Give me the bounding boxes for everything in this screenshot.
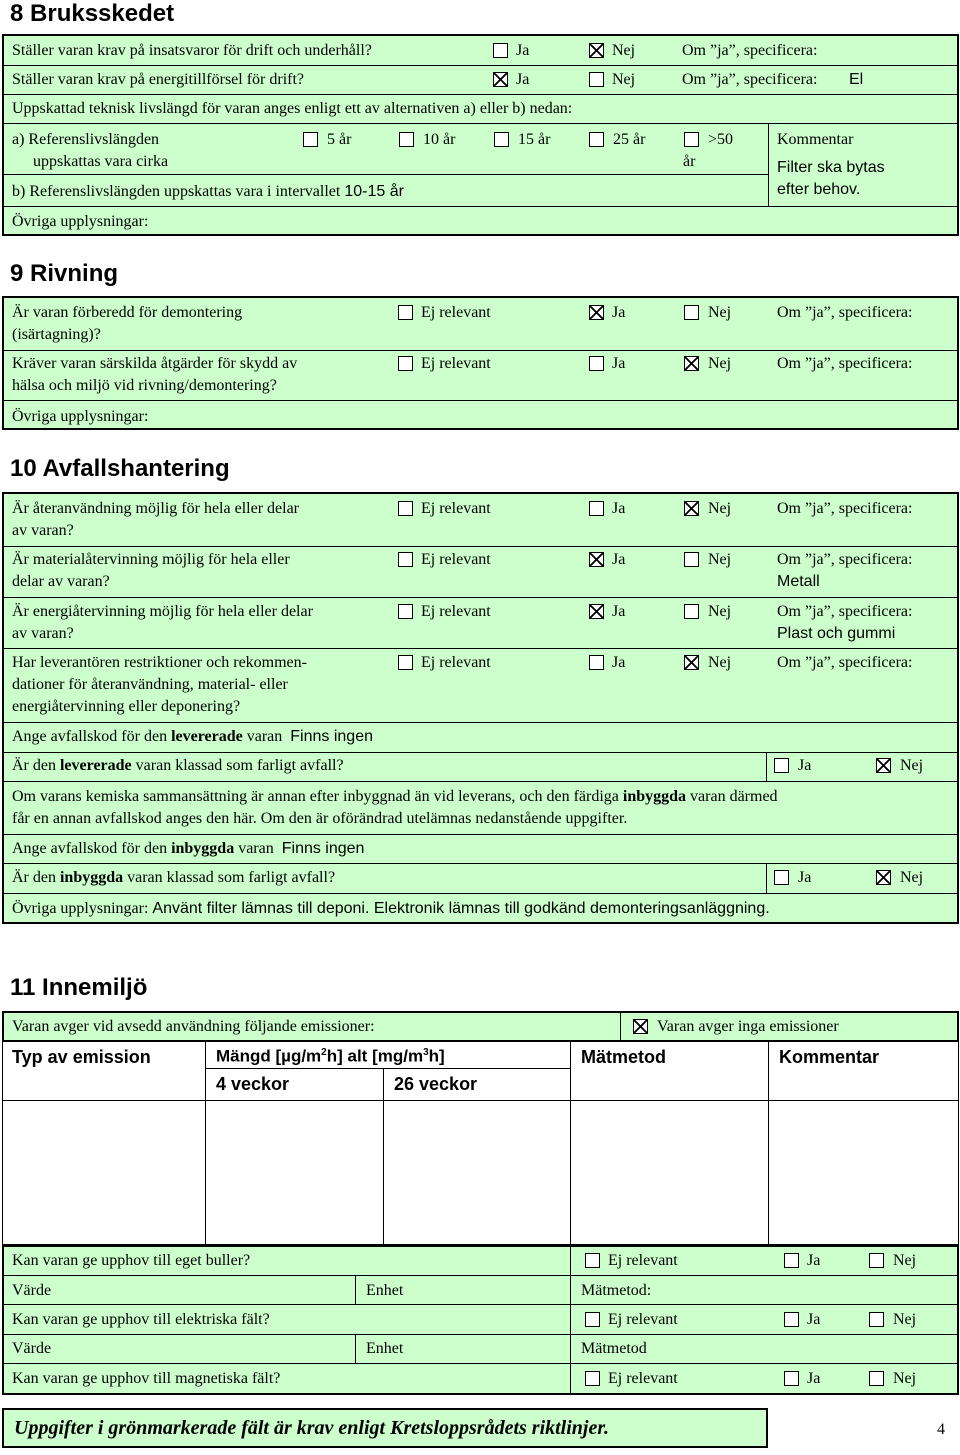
- q-ateranvandning-line1: Är återanvändning möjlig för hela eller delar: [12, 500, 299, 517]
- checkbox-15-ar[interactable]: [494, 132, 509, 147]
- kommentar-label: Kommentar: [777, 131, 854, 148]
- label-ej-relevant: Ej relevant: [421, 355, 491, 372]
- farligt-avfall-levererade: Är den levererade varan klassad som farligt avfall?: [12, 757, 344, 774]
- label-ja: Ja: [612, 304, 626, 321]
- checkbox-ja[interactable]: [784, 1371, 799, 1386]
- label-specificera: Om ”ja”, specificera:: [777, 355, 913, 372]
- checkbox-ja[interactable]: [774, 758, 789, 773]
- q-restriktioner-line2: dationer för återanvändning, material- eller: [12, 676, 288, 693]
- label-specificera: Om ”ja”, specificera:: [777, 654, 913, 671]
- checkbox-nej-checked[interactable]: [876, 758, 891, 773]
- checkbox-nej[interactable]: [869, 1371, 884, 1386]
- label-nej: Nej: [708, 500, 732, 517]
- q-elektriska-falt: Kan varan ge upphov till elektriska fält?: [12, 1311, 270, 1328]
- checkbox-nej-checked[interactable]: [684, 356, 699, 371]
- qa-line2: uppskattas vara cirka: [33, 153, 169, 170]
- col-matmetod: Mätmetod: [581, 1047, 666, 1067]
- label-ej-relevant: Ej relevant: [608, 1370, 678, 1387]
- q-energitillforsel: Ställer varan krav på energitillförsel för drift?: [12, 71, 305, 88]
- label-ja: Ja: [807, 1311, 821, 1328]
- checkbox-ej-relevant[interactable]: [398, 655, 413, 670]
- checkbox-nej[interactable]: [684, 305, 699, 320]
- label-ej-relevant: Ej relevant: [608, 1311, 678, 1328]
- label-nej: Nej: [708, 551, 732, 568]
- label-5-ar: 5 år: [327, 131, 352, 148]
- label-ja: Ja: [612, 551, 626, 568]
- label-ja: Ja: [612, 603, 626, 620]
- page-number: 4: [937, 1421, 945, 1438]
- checkbox-ej-relevant[interactable]: [398, 501, 413, 516]
- checkbox-ej-relevant[interactable]: [398, 356, 413, 371]
- q-materialatervinning-line1: Är materialåtervinning möjlig för hela eller: [12, 551, 290, 568]
- label-nej: Nej: [893, 1311, 917, 1328]
- q-restriktioner-line1: Har leverantören restriktioner och rekommen-: [12, 654, 307, 671]
- label-specificera: Om ”ja”, specificera:: [777, 551, 913, 568]
- checkbox-nej[interactable]: [869, 1312, 884, 1327]
- label-specificera: Om ”ja”, specificera:: [682, 42, 818, 59]
- checkbox-ja[interactable]: [784, 1253, 799, 1268]
- label-ej-relevant: Ej relevant: [421, 304, 491, 321]
- checkbox-ja[interactable]: [589, 655, 604, 670]
- label-nej: Nej: [900, 869, 924, 886]
- checkbox-nej-checked[interactable]: [684, 501, 699, 516]
- q-energiatervinning-line1: Är energiåtervinning möjlig för hela eller delar: [12, 603, 313, 620]
- checkbox-ja[interactable]: [784, 1312, 799, 1327]
- checkbox-nej[interactable]: [589, 72, 604, 87]
- label-specificera: Om ”ja”, specificera:: [777, 603, 913, 620]
- section-11-title: 11 Innemiljö: [10, 974, 148, 1001]
- label-inga-emissioner: Varan avger inga emissioner: [657, 1018, 839, 1035]
- label-nej: Nej: [708, 603, 732, 620]
- q-ateranvandning-line2: av varan?: [12, 522, 74, 539]
- q-skydd-line2: hälsa och miljö vid rivning/demontering?: [12, 377, 277, 394]
- label-ej-relevant: Ej relevant: [421, 654, 491, 671]
- label-nej: Nej: [893, 1370, 917, 1387]
- checkbox-nej[interactable]: [684, 604, 699, 619]
- col-26-veckor: 26 veckor: [394, 1074, 478, 1094]
- label-nej: Nej: [708, 654, 732, 671]
- label-specificera: Om ”ja”, specificera:: [777, 304, 913, 321]
- ovriga-upplysningar: Övriga upplysningar:: [12, 213, 149, 230]
- label-over-50-ar: år: [683, 153, 696, 170]
- q-magnetiska-falt: Kan varan ge upphov till magnetiska fält?: [12, 1370, 281, 1387]
- ovriga-upplysningar: Övriga upplysningar:: [12, 408, 149, 425]
- q-livslangd: Uppskattad teknisk livslängd för varan anges enligt ett av alternativen a) eller b) nedan:: [12, 100, 573, 117]
- checkbox-nej[interactable]: [869, 1253, 884, 1268]
- label-15-ar: 15 år: [518, 131, 551, 148]
- label-enhet: Enhet: [366, 1282, 404, 1299]
- label-specificera: Om ”ja”, specificera:: [682, 71, 818, 88]
- info-inbyggnad-line2: får en annan avfallskod anges den här. Om den är oförändrad utelämnas nedanstående uppgifter.: [12, 810, 628, 827]
- checkbox-ja[interactable]: [493, 43, 508, 58]
- checkbox-nej-checked[interactable]: [589, 43, 604, 58]
- checkbox-nej-checked[interactable]: [684, 655, 699, 670]
- label-ja: Ja: [807, 1370, 821, 1387]
- label-matmetod: Mätmetod:: [581, 1282, 652, 1299]
- checkbox-ej-relevant[interactable]: [398, 305, 413, 320]
- checkbox-ej-relevant[interactable]: [398, 552, 413, 567]
- checkbox-ja[interactable]: [589, 356, 604, 371]
- checkbox-ej-relevant[interactable]: [585, 1312, 600, 1327]
- q-restriktioner-line3: energiåtervinning eller deponering?: [12, 698, 241, 715]
- section-9-title: 9 Rivning: [10, 260, 119, 287]
- checkbox-5-ar[interactable]: [303, 132, 318, 147]
- q-drift-underhall: Ställer varan krav på insatsvaror för drift och underhåll?: [12, 42, 372, 59]
- label-specificera: Om ”ja”, specificera:: [777, 500, 913, 517]
- checkbox-ja[interactable]: [774, 870, 789, 885]
- answer-energi[interactable]: El: [849, 71, 864, 88]
- answer-material[interactable]: Metall: [777, 573, 820, 590]
- label-matmetod: Mätmetod: [581, 1340, 647, 1357]
- label-ja: Ja: [612, 654, 626, 671]
- label-ej-relevant: Ej relevant: [421, 500, 491, 517]
- qb-answer: 10-15 år: [344, 183, 404, 200]
- label-nej: Nej: [708, 355, 732, 372]
- label-ej-relevant: Ej relevant: [421, 551, 491, 568]
- checkbox-inga-emissioner-checked[interactable]: [633, 1019, 648, 1034]
- label-over-50: >50: [708, 131, 734, 148]
- checkbox-ej-relevant[interactable]: [398, 604, 413, 619]
- label-25-ar: 25 år: [613, 131, 646, 148]
- ovriga-upplysningar: Övriga upplysningar: Använt filter lämnas till deponi. Elektronik lämnas till godkänd demonteringsanläggning.: [12, 900, 770, 917]
- checkbox-ja-checked[interactable]: [589, 604, 604, 619]
- avfallskod-levererade: Ange avfallskod för den levererade varan Finns ingen: [12, 728, 373, 745]
- label-ja: Ja: [612, 355, 626, 372]
- label-nej: Nej: [900, 757, 924, 774]
- label-nej: Nej: [893, 1252, 917, 1269]
- checkbox-nej-checked[interactable]: [876, 870, 891, 885]
- label-ej-relevant: Ej relevant: [421, 603, 491, 620]
- label-ja: Ja: [798, 757, 812, 774]
- checkbox-over-50-ar[interactable]: [684, 132, 699, 147]
- checkbox-25-ar[interactable]: [589, 132, 604, 147]
- qb-label: b) Referenslivslängden uppskattas vara i intervallet 10-15 år: [12, 183, 404, 200]
- avfallskod-inbyggda: Ange avfallskod för den inbyggda varan Finns ingen: [12, 840, 365, 857]
- kommentar-line2[interactable]: efter behov.: [777, 181, 861, 198]
- label-10-ar: 10 år: [423, 131, 456, 148]
- label-enhet: Enhet: [366, 1340, 404, 1357]
- label-ja: Ja: [516, 42, 530, 59]
- avfallskod-inbyggda-answer: Finns ingen: [281, 840, 365, 857]
- section-8-title: 8 Bruksskedet: [10, 0, 175, 27]
- answer-energi[interactable]: Plast och gummi: [777, 625, 896, 642]
- col-mangd: Mängd $[\mu g/m^2h]$ alt $[mg/m^3h]$: [216, 1046, 445, 1066]
- q-demontering-line2: (isärtagning)?: [12, 326, 101, 343]
- label-ja: Ja: [807, 1252, 821, 1269]
- checkbox-ej-relevant[interactable]: [585, 1253, 600, 1268]
- col-kommentar: Kommentar: [779, 1047, 880, 1067]
- label-nej: Nej: [612, 42, 636, 59]
- q-skydd-line1: Kräver varan särskilda åtgärder för skydd av: [12, 355, 298, 372]
- section-10-title: 10 Avfallshantering: [10, 455, 230, 482]
- q-buller: Kan varan ge upphov till eget buller?: [12, 1252, 251, 1269]
- checkbox-ja-checked[interactable]: [589, 552, 604, 567]
- label-varde: Värde: [12, 1340, 52, 1357]
- label-ja: Ja: [798, 869, 812, 886]
- checkbox-ja-checked[interactable]: [493, 72, 508, 87]
- label-ja: Ja: [612, 500, 626, 517]
- qa-line1: a) Referenslivslängden: [12, 131, 160, 148]
- q-materialatervinning-line2: delar av varan?: [12, 573, 110, 590]
- q-energiatervinning-line2: av varan?: [12, 625, 74, 642]
- info-inbyggnad-line1: Om varans kemiska sammansättning är annan efter inbyggnad än vid leverans, och den färdiga inbyggda varan därmed: [12, 788, 778, 805]
- avfallskod-levererade-answer: Finns ingen: [290, 728, 373, 745]
- checkbox-nej[interactable]: [684, 552, 699, 567]
- label-nej: Nej: [612, 71, 636, 88]
- checkbox-ja-checked[interactable]: [589, 305, 604, 320]
- checkbox-ej-relevant[interactable]: [585, 1371, 600, 1386]
- checkbox-10-ar[interactable]: [399, 132, 414, 147]
- q-demontering-line1: Är varan förberedd för demontering: [12, 304, 243, 321]
- emissions-table: [2, 1041, 959, 1245]
- label-ja: Ja: [516, 71, 530, 88]
- label-nej: Nej: [708, 304, 732, 321]
- label-ej-relevant: Ej relevant: [608, 1252, 678, 1269]
- footer-note: Uppgifter i grönmarkerade fält är krav enligt Kretsloppsrådets riktlinjer.: [14, 1417, 610, 1439]
- checkbox-ja[interactable]: [589, 501, 604, 516]
- col-typ-av-emission: Typ av emission: [12, 1047, 151, 1067]
- farligt-avfall-inbyggda: Är den inbyggda varan klassad som farligt avfall?: [12, 869, 336, 886]
- col-4-veckor: 4 veckor: [216, 1074, 290, 1094]
- kommentar-line1[interactable]: Filter ska bytas: [777, 159, 885, 176]
- ovriga-answer: Använt filter lämnas till deponi. Elektronik lämnas till godkänd demonteringsanläggning.: [152, 900, 770, 917]
- label-varde: Värde: [12, 1282, 52, 1299]
- emissions-question: Varan avger vid avsedd användning följande emissioner:: [12, 1018, 375, 1035]
